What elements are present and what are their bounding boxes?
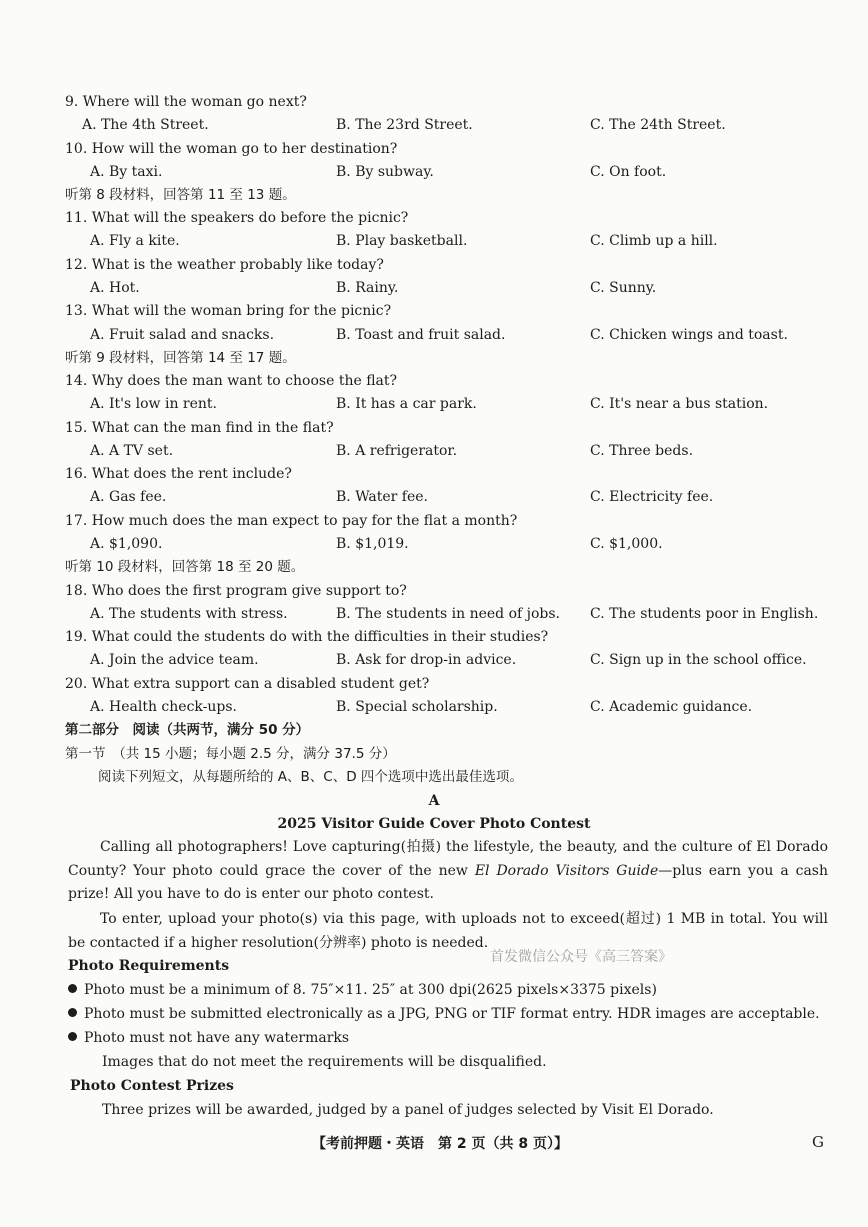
option-c: C. On foot. — [590, 164, 667, 180]
part-heading: 第二部分 阅读（共两节，满分 50 分） — [65, 722, 310, 738]
option-c: C. Sign up in the school office. — [590, 652, 807, 668]
option-a: A. Fly a kite. — [90, 233, 180, 249]
option-a: A. The 4th Street. — [82, 117, 209, 133]
option-b: B. Ask for drop-in advice. — [336, 652, 517, 668]
page-footer: 【考前押题・英语 第 2 页（共 8 页）】 — [312, 1136, 568, 1152]
requirement-text: Photo must be submitted electronically as a JPG, PNG or TIF format entry. HDR images are acceptable. — [84, 1006, 820, 1022]
option-c: C. The 24th Street. — [590, 117, 726, 133]
requirement-text: Photo must not have any watermarks — [84, 1030, 350, 1046]
question-stem: 14. Why does the man want to choose the flat? — [65, 373, 398, 389]
para1-tail: —plus earn you a cash prize! All you have to do is enter our photo contest. — [68, 862, 828, 902]
option-b: B. Special scholarship. — [336, 699, 498, 715]
option-a: A. Hot. — [90, 280, 140, 296]
para2-text: To enter, upload your photo(s) via this page, with uploads not to exceed(超过) 1 MB in total. You will be contacted if a higher resolution(分辨率) photo is needed. — [68, 911, 828, 951]
question-stem: 9. Where will the woman go next? — [65, 94, 307, 110]
question-stem: 11. What will the speakers do before the picnic? — [65, 210, 409, 226]
prizes-heading: Photo Contest Prizes — [70, 1078, 234, 1094]
section-heading: 第一节 （共 15 小题；每小题 2.5 分，满分 37.5 分） — [65, 746, 396, 762]
question-stem: 17. How much does the man expect to pay for the flat a month? — [65, 513, 518, 529]
watermark-text: 首发微信公众号《高三答案》 — [490, 949, 672, 965]
passage-letter: A — [428, 793, 440, 809]
option-a: A. Join the advice team. — [90, 652, 259, 668]
option-a: A. Health check-ups. — [90, 699, 237, 715]
prizes-text: Three prizes will be awarded, judged by a panel of judges selected by Visit El Dorado. — [102, 1102, 714, 1118]
option-b: B. $1,019. — [336, 536, 409, 552]
option-b: B. It has a car park. — [336, 396, 477, 412]
option-c: C. Electricity fee. — [590, 489, 714, 505]
question-stem: 12. What is the weather probably like today? — [65, 257, 384, 273]
option-b: B. By subway. — [336, 164, 434, 180]
option-c: C. Three beds. — [590, 443, 694, 459]
option-a: A. It's low in rent. — [90, 396, 218, 412]
option-b: B. Rainy. — [336, 280, 399, 296]
passage-paragraph — [68, 908, 828, 955]
option-a: A. A TV set. — [90, 443, 174, 459]
requirement-item — [68, 981, 657, 999]
requirement-item — [68, 1029, 349, 1047]
option-c: C. It's near a bus station. — [590, 396, 769, 412]
bullet-icon — [68, 1032, 77, 1041]
option-c: C. $1,000. — [590, 536, 663, 552]
option-b: B. The 23rd Street. — [336, 117, 473, 133]
option-c: C. Academic guidance. — [590, 699, 753, 715]
question-stem: 18. Who does the first program give support to? — [65, 583, 407, 599]
option-b: B. Water fee. — [336, 489, 428, 505]
option-a: A. By taxi. — [90, 164, 163, 180]
requirement-text: Photo must be a minimum of 8. 75″×11. 25″ at 300 dpi(2625 pixels×3375 pixels) — [84, 982, 657, 998]
option-b: B. The students in need of jobs. — [336, 606, 560, 622]
option-a: A. Gas fee. — [90, 489, 167, 505]
para1-text: Calling all photographers! Love capturing(拍摄) the lifestyle, the beauty, and the culture of El Dorado County? Your photo could grace the cover of the new — [68, 839, 828, 879]
option-a: A. $1,090. — [90, 536, 163, 552]
bullet-icon — [68, 1008, 77, 1017]
option-b: B. A refrigerator. — [336, 443, 458, 459]
requirements-note: Images that do not meet the requirements will be disqualified. — [102, 1054, 547, 1070]
question-stem: 16. What does the rent include? — [65, 466, 292, 482]
option-c: C. Sunny. — [590, 280, 657, 296]
version-mark: G — [812, 1133, 824, 1151]
question-stem: 10. How will the woman go to her destination? — [65, 141, 398, 157]
option-c: C. The students poor in English. — [590, 606, 819, 622]
requirements-heading: Photo Requirements — [68, 958, 230, 974]
option-a: A. Fruit salad and snacks. — [90, 327, 275, 343]
question-stem: 15. What can the man find in the flat? — [65, 420, 334, 436]
section-instruction: 听第 8 段材料，回答第 11 至 13 题。 — [65, 187, 296, 203]
guide-title: El Dorado Visitors Guide — [474, 862, 659, 879]
bullet-icon — [68, 984, 77, 993]
option-a: A. The students with stress. — [90, 606, 288, 622]
section-instruction: 听第 9 段材料，回答第 14 至 17 题。 — [65, 350, 296, 366]
question-stem: 19. What could the students do with the difficulties in their studies? — [65, 629, 549, 645]
question-stem: 20. What extra support can a disabled student get? — [65, 676, 430, 692]
option-c: C. Climb up a hill. — [590, 233, 718, 249]
option-c: C. Chicken wings and toast. — [590, 327, 788, 343]
passage-paragraph — [68, 836, 828, 907]
requirement-item — [68, 1005, 820, 1023]
option-b: B. Toast and fruit salad. — [336, 327, 506, 343]
question-stem: 13. What will the woman bring for the picnic? — [65, 303, 392, 319]
passage-title: 2025 Visitor Guide Cover Photo Contest — [277, 816, 591, 832]
section-instruction: 听第 10 段材料，回答第 18 至 20 题。 — [65, 559, 305, 575]
option-b: B. Play basketball. — [336, 233, 468, 249]
reading-instruction: 阅读下列短文，从每题所给的 A、B、C、D 四个选项中选出最佳选项。 — [98, 769, 523, 785]
